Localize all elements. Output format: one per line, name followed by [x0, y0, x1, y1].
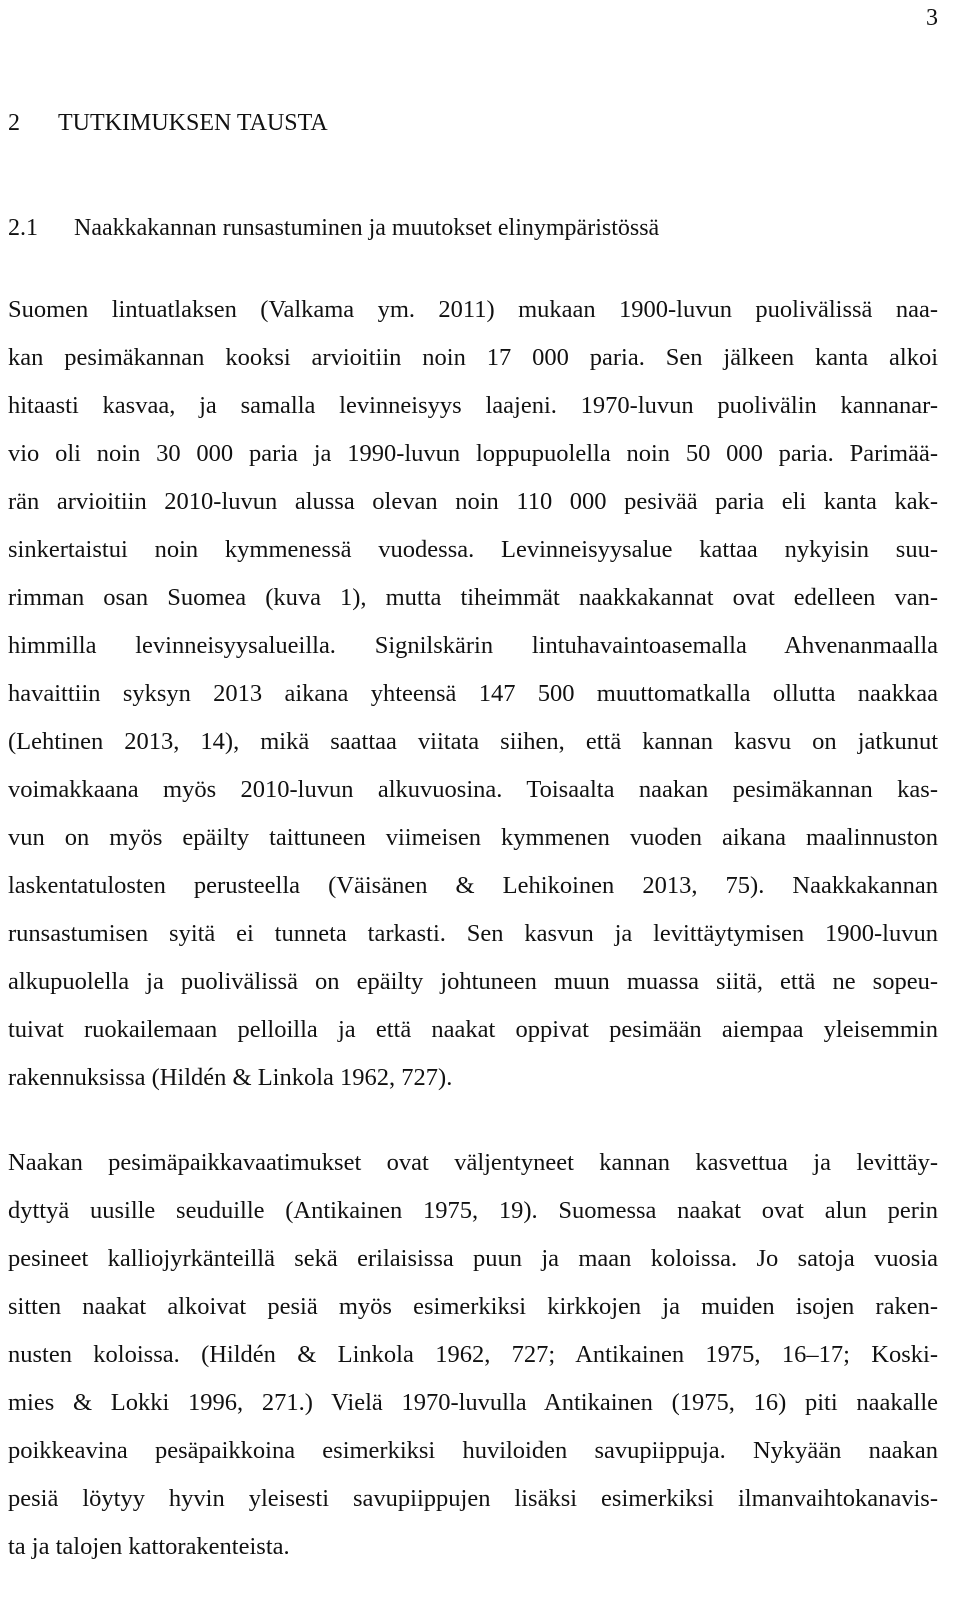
paragraph-2: [8, 1139, 938, 1571]
section-heading: [8, 212, 659, 244]
paragraph-1: [8, 286, 938, 1102]
paragraph-line: ta ja talojen kattorakenteista.: [8, 1533, 290, 1560]
paragraph-line: dyttyä uusille seuduille (Antikainen 1975, 19). Suomessa naakat ovat alun perin: [8, 1197, 938, 1224]
paragraph-line: mies & Lokki 1996, 271.) Vielä 1970-luvulla Antikainen (1975, 16) piti naakalle: [8, 1389, 938, 1416]
paragraph-line: kan pesimäkannan kooksi arvioitiin noin 17 000 paria. Sen jälkeen kanta alkoi: [8, 344, 938, 371]
chapter-heading: [8, 107, 328, 139]
paragraph-line: Suomen lintuatlaksen (Valkama ym. 2011) mukaan 1900-luvun puolivälissä naa-: [8, 296, 938, 323]
paragraph-line: vio oli noin 30 000 paria ja 1990-luvun loppupuolella noin 50 000 paria. Parimää-: [8, 440, 938, 467]
paragraph-line: rakennuksissa (Hildén & Linkola 1962, 727).: [8, 1064, 453, 1091]
paragraph-line: pesiä löytyy hyvin yleisesti savupiippujen lisäksi esimerkiksi ilmanvaihtokanavis-: [8, 1485, 938, 1512]
paragraph-line: sinkertaistui noin kymmenessä vuodessa. Levinneisyysalue kattaa nykyisin suu-: [8, 536, 938, 563]
paragraph-line: rimman osan Suomea (kuva 1), mutta tiheimmät naakkakannat ovat edelleen van-: [8, 584, 938, 611]
paragraph-line: runsastumisen syitä ei tunneta tarkasti. Sen kasvun ja levittäytymisen 1900-luvun: [8, 920, 938, 947]
paragraph-line: laskentatulosten perusteella (Väisänen & Lehikoinen 2013, 75). Naakkakannan: [8, 872, 938, 899]
paragraph-line: vun on myös epäilty taittuneen viimeisen kymmenen vuoden aikana maalinnuston: [8, 824, 938, 851]
paragraph-line: hitaasti kasvaa, ja samalla levinneisyys laajeni. 1970-luvun puolivälin kannanar-: [8, 392, 938, 419]
paragraph-line: rän arvioitiin 2010-luvun alussa olevan noin 110 000 pesivää paria eli kanta kak-: [8, 488, 938, 515]
chapter-title: TUTKIMUKSEN TAUSTA: [58, 110, 328, 136]
paragraph-line: voimakkaana myös 2010-luvun alkuvuosina. Toisaalta naakan pesimäkannan kas-: [8, 776, 938, 803]
chapter-number: 2: [8, 110, 20, 136]
page-number: 3: [926, 5, 938, 31]
paragraph-line: poikkeavina pesäpaikkoina esimerkiksi huviloiden savupiippuja. Nykyään naakan: [8, 1437, 938, 1464]
paragraph-line: alkupuolella ja puolivälissä on epäilty johtuneen muun muassa siitä, että ne sopeu-: [8, 968, 938, 995]
paragraph-line: Naakan pesimäpaikkavaatimukset ovat väljentyneet kannan kasvettua ja levittäy-: [8, 1149, 938, 1176]
paragraph-line: havaittiin syksyn 2013 aikana yhteensä 147 500 muuttomatkalla ollutta naakkaa: [8, 680, 938, 707]
paragraph-line: tuivat ruokailemaan pelloilla ja että naakat oppivat pesimään aiempaa yleisemmin: [8, 1016, 938, 1043]
section-number: 2.1: [8, 215, 38, 241]
paragraph-line: nusten koloissa. (Hildén & Linkola 1962, 727; Antikainen 1975, 16–17; Koski-: [8, 1341, 938, 1368]
paragraph-line: pesineet kalliojyrkänteillä sekä erilaisissa puun ja maan koloissa. Jo satoja vuosia: [8, 1245, 938, 1272]
paragraph-line: sitten naakat alkoivat pesiä myös esimerkiksi kirkkojen ja muiden isojen raken-: [8, 1293, 938, 1320]
paragraph-line: (Lehtinen 2013, 14), mikä saattaa viitata siihen, että kannan kasvu on jatkunut: [8, 728, 938, 755]
section-title: Naakkakannan runsastuminen ja muutokset elinympäristössä: [74, 215, 660, 241]
paragraph-line: himmilla levinneisyysalueilla. Signilskärin lintuhavaintoasemalla Ahvenanmaalla: [8, 632, 938, 659]
